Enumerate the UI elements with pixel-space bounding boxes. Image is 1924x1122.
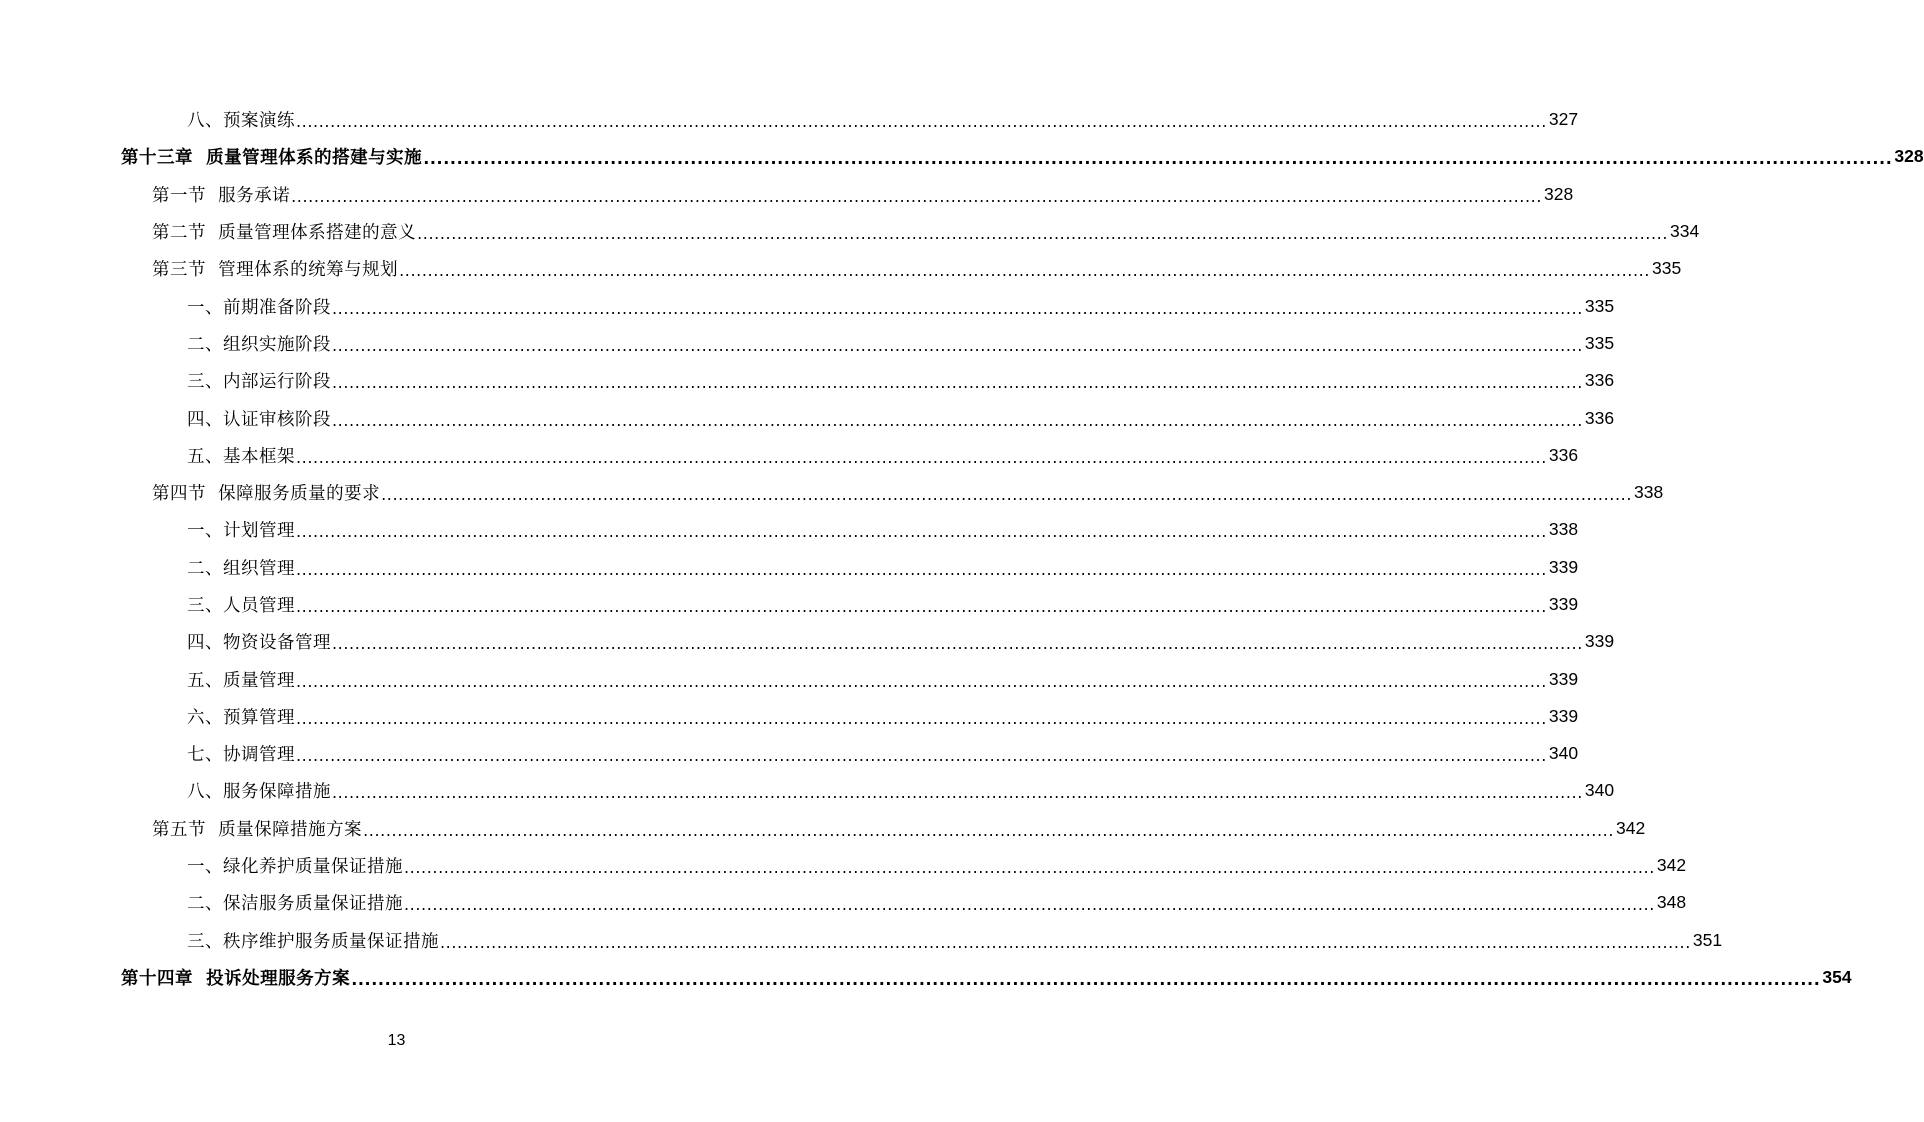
- toc-entry[interactable]: [0, 847, 1687, 884]
- dot-leader: ............................................................................................................................................................................................................................: [363, 820, 1615, 840]
- toc-entry[interactable]: [0, 698, 1579, 735]
- dot-leader: ............................................................................................................................................................................................................................: [296, 708, 1547, 728]
- toc-entry-page: 335: [1584, 295, 1615, 316]
- toc-entry-title: 第四节 保障服务质量的要求: [152, 484, 381, 505]
- dot-leader: ............................................................................................................................................................................................................................: [296, 112, 1547, 132]
- toc-entry[interactable]: [0, 213, 1700, 250]
- toc-entry-title: 第二节 质量管理体系搭建的意义: [152, 223, 417, 244]
- dot-leader: ............................................................................................................................................................................................................................: [296, 559, 1547, 579]
- toc-entry-title: 一、前期准备阶段: [187, 297, 331, 318]
- toc-entry-title: 第三节 管理体系的统筹与规划: [152, 260, 399, 281]
- toc-entry-page: 339: [1548, 668, 1579, 689]
- toc-entry-page: 335: [1652, 258, 1682, 279]
- toc-entry[interactable]: [0, 176, 1574, 213]
- toc-entry-page: 342: [1616, 817, 1646, 838]
- toc-entry-title: 一、计划管理: [187, 521, 295, 542]
- toc-entry[interactable]: [0, 549, 1579, 586]
- toc-entry-title: 四、物资设备管理: [187, 633, 331, 654]
- dot-leader: ............................................................................................................................................................................................................................: [404, 858, 1655, 878]
- toc-entry-page: 340: [1584, 780, 1615, 801]
- dot-leader: ............................................................................................................................................................................................................................: [332, 298, 1583, 318]
- toc-entry[interactable]: [0, 735, 1579, 772]
- dot-leader: ............................................................................................................................................................................................................................: [399, 261, 1651, 281]
- toc-entry[interactable]: [0, 586, 1579, 623]
- dot-leader: ............................................................................................................................................................................................................................: [332, 783, 1583, 803]
- toc-entry-page: 348: [1656, 892, 1687, 913]
- toc-entry-title: 第十四章 投诉处理服务方案: [121, 968, 351, 989]
- toc-entry[interactable]: [0, 660, 1579, 697]
- toc-entry-page: 336: [1548, 444, 1579, 465]
- toc-entry-page: 342: [1656, 855, 1687, 876]
- toc-entry[interactable]: [0, 474, 1664, 511]
- toc-entry-page: 339: [1548, 556, 1579, 577]
- toc-entry[interactable]: [0, 101, 1579, 138]
- dot-leader: ............................................................................................................................................................................................................................: [332, 335, 1583, 355]
- toc-entry-page: 340: [1548, 743, 1579, 764]
- dot-leader: ............................................................................................................................................................................................................................: [404, 895, 1655, 915]
- toc-entry-title: 六、预算管理: [187, 707, 295, 728]
- dot-leader: ............................................................................................................................................................................................................................: [296, 746, 1547, 766]
- toc-entry-page: 335: [1584, 332, 1615, 353]
- toc-entry-page: 328: [1544, 183, 1574, 204]
- dot-leader: ............................................................................................................................................................................................................................: [291, 186, 1543, 206]
- toc-entry-title: 三、秩序维护服务质量保证措施: [187, 931, 439, 952]
- toc-entry-title: 七、协调管理: [187, 745, 295, 766]
- dot-leader: ............................................................................................................................................................................................................................: [332, 634, 1583, 654]
- toc-entry-title: 一、绿化养护质量保证措施: [187, 857, 403, 878]
- toc-entry[interactable]: [0, 437, 1579, 474]
- page-number: 13: [387, 1032, 406, 1049]
- toc-entry-page: 336: [1584, 407, 1615, 428]
- toc-entry[interactable]: [0, 922, 1723, 959]
- toc-entry[interactable]: [0, 623, 1615, 660]
- toc-entry[interactable]: [0, 959, 1852, 996]
- dot-leader: ............................................................................................................................................................................................................................: [351, 969, 1821, 989]
- dot-leader: ............................................................................................................................................................................................................................: [296, 447, 1547, 467]
- toc-entry[interactable]: [0, 250, 1682, 287]
- toc-entry-title: 四、认证审核阶段: [187, 409, 331, 430]
- toc-entry-page: 339: [1584, 631, 1615, 652]
- toc-entry-title: 五、质量管理: [187, 670, 295, 691]
- toc-entry-title: 五、基本框架: [187, 446, 295, 467]
- dot-leader: ............................................................................................................................................................................................................................: [417, 224, 1669, 244]
- toc-entry-title: 八、服务保障措施: [187, 782, 331, 803]
- toc-entry-title: 二、组织管理: [187, 558, 295, 579]
- toc-entry-title: 第五节 质量保障措施方案: [152, 819, 363, 840]
- toc-entry-title: 第十三章 质量管理体系的搭建与实施: [121, 148, 423, 169]
- toc-entry-page: 351: [1692, 929, 1723, 950]
- toc-entry-page: 336: [1584, 370, 1615, 391]
- toc-entry-page: 338: [1548, 519, 1579, 540]
- toc-entry-page: 339: [1548, 705, 1579, 726]
- dot-leader: ............................................................................................................................................................................................................................: [296, 597, 1547, 616]
- toc-entry[interactable]: [0, 138, 1924, 175]
- toc-entry-page: 338: [1634, 482, 1664, 503]
- table-of-contents: [0, 101, 1924, 996]
- toc-entry-title: 三、人员管理: [187, 596, 295, 616]
- dot-leader: ............................................................................................................................................................................................................................: [381, 485, 1633, 505]
- dot-leader: ............................................................................................................................................................................................................................: [423, 149, 1893, 169]
- toc-entry[interactable]: [0, 325, 1615, 362]
- toc-entry-title: 二、保洁服务质量保证措施: [187, 894, 403, 915]
- dot-leader: ............................................................................................................................................................................................................................: [332, 410, 1583, 430]
- dot-leader: ............................................................................................................................................................................................................................: [296, 522, 1547, 542]
- toc-entry[interactable]: [0, 362, 1615, 399]
- toc-entry-page: 327: [1548, 109, 1579, 130]
- toc-entry-title: 第一节 服务承诺: [152, 185, 291, 206]
- dot-leader: ............................................................................................................................................................................................................................: [440, 932, 1691, 952]
- toc-entry[interactable]: [0, 810, 1646, 847]
- dot-leader: ............................................................................................................................................................................................................................: [296, 671, 1547, 691]
- toc-entry[interactable]: [0, 884, 1687, 921]
- toc-entry-title: 三、内部运行阶段: [187, 372, 331, 393]
- toc-entry-page: 334: [1670, 221, 1700, 242]
- toc-entry[interactable]: [0, 772, 1615, 809]
- toc-entry-title: 八、预案演练: [187, 111, 295, 132]
- toc-entry-page: 339: [1548, 594, 1579, 614]
- toc-entry[interactable]: [0, 511, 1579, 548]
- toc-entry[interactable]: [0, 399, 1615, 436]
- toc-entry-page: 354: [1822, 966, 1852, 987]
- toc-entry-page: 328: [1894, 146, 1924, 167]
- dot-leader: ............................................................................................................................................................................................................................: [332, 373, 1583, 393]
- toc-entry[interactable]: [0, 287, 1615, 324]
- toc-entry-title: 二、组织实施阶段: [187, 334, 331, 355]
